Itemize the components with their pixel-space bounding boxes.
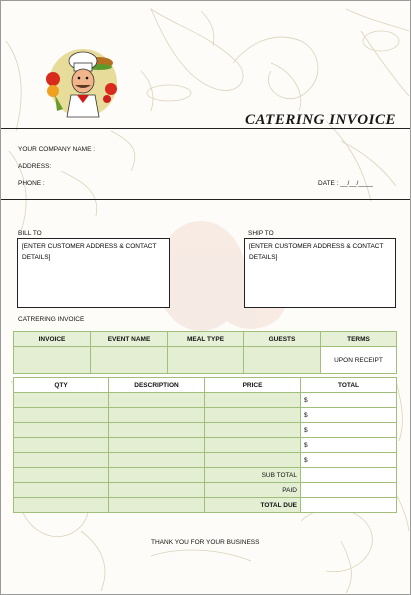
table-row xyxy=(14,408,397,423)
header-terms: TERMS xyxy=(321,332,397,347)
info-header-row xyxy=(14,332,397,347)
currency-symbol: $ xyxy=(304,396,308,404)
bill-to-address-text: [ENTER CUSTOMER ADDRESS & CONTACT DETAILS] xyxy=(22,243,157,261)
paid-label: PAID xyxy=(205,483,301,498)
terms-value-cell[interactable]: UPON RECEIPT xyxy=(321,347,397,374)
meal-type-value-cell[interactable] xyxy=(168,347,244,374)
qty-cell[interactable] xyxy=(14,423,109,438)
header-invoice: INVOICE xyxy=(14,332,91,347)
info-value-row xyxy=(14,347,397,374)
price-cell[interactable] xyxy=(205,438,301,453)
description-cell[interactable] xyxy=(109,423,205,438)
company-address-label: ADDRESS: xyxy=(18,163,52,170)
guests-value-cell[interactable] xyxy=(244,347,321,374)
price-cell[interactable] xyxy=(205,423,301,438)
price-cell[interactable] xyxy=(205,453,301,468)
subtotal-row xyxy=(14,468,397,483)
items-table xyxy=(13,377,397,513)
blank-cell xyxy=(109,498,205,513)
qty-cell[interactable] xyxy=(14,408,109,423)
ship-to-label: SHIP TO xyxy=(248,230,274,237)
table-row xyxy=(14,438,397,453)
ship-to-address-text: [ENTER CUSTOMER ADDRESS & CONTACT DETAILS] xyxy=(249,243,384,261)
qty-cell[interactable] xyxy=(14,453,109,468)
header-description: DESCRIPTION xyxy=(109,378,205,393)
header-total: TOTAL xyxy=(301,378,397,393)
total-cell[interactable] xyxy=(301,438,397,453)
section-label: CATRERING INVOICE xyxy=(18,316,85,323)
price-cell[interactable] xyxy=(205,393,301,408)
header-divider-bottom xyxy=(1,199,410,200)
header-guests: GUESTS xyxy=(244,332,321,347)
header-event-name: EVENT NAME xyxy=(91,332,168,347)
event-name-value-cell[interactable] xyxy=(91,347,168,374)
invoice-value-cell[interactable] xyxy=(14,347,91,374)
company-name-label: YOUR COMPANY NAME : xyxy=(18,146,96,153)
description-cell[interactable] xyxy=(109,393,205,408)
invoice-title: CATERING INVOICE xyxy=(245,112,396,128)
description-cell[interactable] xyxy=(109,408,205,423)
total-cell[interactable] xyxy=(301,408,397,423)
blank-cell xyxy=(14,468,109,483)
description-cell[interactable] xyxy=(109,453,205,468)
info-table xyxy=(13,331,397,374)
currency-symbol: $ xyxy=(304,441,308,449)
currency-symbol: $ xyxy=(304,456,308,464)
header-divider-top xyxy=(1,128,410,129)
currency-symbol: $ xyxy=(304,411,308,419)
footer-thank-you: THANK YOU FOR YOUR BUSINESS xyxy=(151,539,260,546)
paid-row xyxy=(14,483,397,498)
table-row xyxy=(14,393,397,408)
description-cell[interactable] xyxy=(109,438,205,453)
table-row xyxy=(14,453,397,468)
chef-food-icon xyxy=(41,45,123,125)
total-due-label: TOTAL DUE xyxy=(205,498,301,513)
total-cell[interactable] xyxy=(301,423,397,438)
bill-to-label: BILL TO xyxy=(18,230,42,237)
paid-value-cell[interactable] xyxy=(301,483,397,498)
blank-cell xyxy=(109,483,205,498)
qty-cell[interactable] xyxy=(14,438,109,453)
total-due-row xyxy=(14,498,397,513)
items-header-row xyxy=(14,378,397,393)
total-cell[interactable] xyxy=(301,453,397,468)
table-row xyxy=(14,423,397,438)
date-label: DATE : __/__/____ xyxy=(318,180,373,187)
company-phone-label: PHONE : xyxy=(18,180,45,187)
blank-cell xyxy=(109,468,205,483)
header-meal-type: MEAL TYPE xyxy=(168,332,244,347)
total-cell[interactable] xyxy=(301,393,397,408)
header-qty: QTY xyxy=(14,378,109,393)
qty-cell[interactable] xyxy=(14,393,109,408)
bill-to-address-box[interactable] xyxy=(17,238,170,308)
total-due-value-cell[interactable] xyxy=(301,498,397,513)
ship-to-address-box[interactable] xyxy=(244,238,396,308)
price-cell[interactable] xyxy=(205,408,301,423)
currency-symbol: $ xyxy=(304,426,308,434)
header-price: PRICE xyxy=(205,378,301,393)
blank-cell xyxy=(14,483,109,498)
blank-cell xyxy=(14,498,109,513)
subtotal-label: SUB TOTAL xyxy=(205,468,301,483)
subtotal-value-cell[interactable] xyxy=(301,468,397,483)
